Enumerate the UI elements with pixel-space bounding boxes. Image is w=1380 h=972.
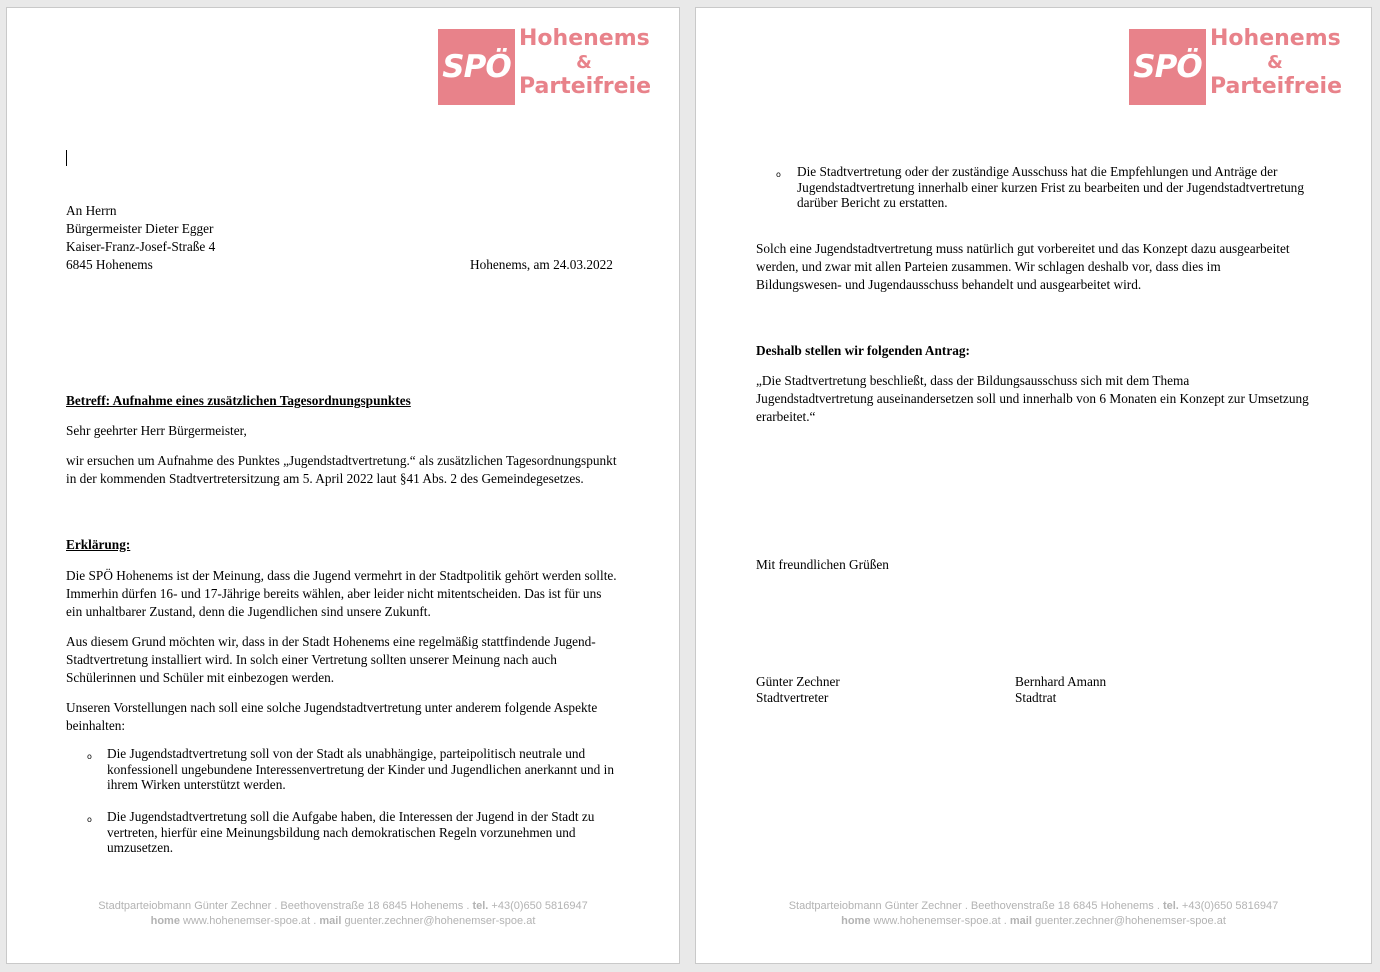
paragraph-line[interactable]: Aus diesem Grund möchten wir, dass in der Stadt Hohenems eine regelmäßig stattfindende Jugend- [66,634,596,649]
footer-mail-value: guenter.zechner@hohenemser-spoe.at [344,915,536,927]
spo-logo-box [1129,29,1206,105]
footer-home-value: www.hohenemser-spoe.at . [873,915,1007,927]
explanation-heading[interactable]: Erklärung: [66,537,131,552]
address-line[interactable]: An Herrn [66,203,117,218]
recipient-address[interactable] [66,202,215,274]
paragraph-line[interactable]: Bildungswesen- und Jugendausschuss behandelt und ausgearbeitet wird. [756,277,1142,292]
text-cursor [66,150,67,166]
paragraph-line[interactable]: beinhalten: [66,718,126,733]
logo-line1: Hohenems [519,26,650,51]
paragraph-line[interactable]: Immerhin dürfen 16- und 17-Jährige bereits wählen, aber leider nicht mitentscheiden. Das ist für uns [66,586,602,601]
bullet-circle-icon: o [87,752,92,761]
footer-line-1 [696,899,1371,914]
footer-home-label: home [841,915,871,927]
address-line[interactable]: Bürgermeister Dieter Egger [66,221,214,236]
logo-line2: & [576,52,592,73]
footer-mail-label: mail [319,915,342,927]
signature-block-2[interactable] [1015,674,1106,705]
footer-tel-label: tel. [1162,900,1179,912]
bullet-line[interactable]: vertreten, hierfür eine Meinungsbildung nach demokratischen Regeln vorzunehmen und [107,824,576,840]
bullet-line[interactable]: darüber Bericht zu erstatten. [797,195,948,210]
logo-text [519,26,652,100]
footer-address: Stadtparteiobmann Günter Zechner . Beethovenstraße 18 6845 Hohenems . [98,900,470,912]
signer-name[interactable]: Günter Zechner [756,674,840,689]
subject-line[interactable]: Betreff: Aufnahme eines zusätzlichen Tagesordnungspunktes [66,393,411,408]
logo-line3: Parteifreie [1210,74,1343,99]
paragraph-4[interactable] [756,240,1290,294]
paragraph-line[interactable]: Unseren Vorstellungen nach soll eine solche Jugendstadtvertretung unter anderem folgende Aspekte [66,700,598,715]
paragraph-line[interactable]: Stadtvertretung installiert wird. In solch einer Vertretung sollten unserer Meinung nach auch [66,652,557,667]
paragraph-line[interactable]: in der kommenden Stadtvertretersitzung am 5. April 2022 laut §41 Abs. 2 des Gemeindegesetzes. [66,471,584,486]
closing-greeting[interactable]: Mit freundlichen Grüßen [756,557,889,572]
logo-line1: Hohenems [1210,26,1341,51]
footer-tel-label: tel. [472,900,489,912]
footer-line-2 [696,914,1371,929]
footer-line-1 [7,899,679,914]
footer-tel-value: +43(0)650 5816947 [491,900,588,912]
paragraph-line[interactable]: Schülerinnen und Schüler mit einbezogen werden. [66,670,335,685]
document-page-1 [6,7,680,964]
paragraph-line[interactable]: Die SPÖ Hohenems ist der Meinung, dass die Jugend vermehrt in der Stadtpolitik gehört werden sollte. [66,568,617,583]
logo-abbr: SPÖ [1133,49,1202,85]
bullet-line[interactable]: Die Jugendstadtvertretung soll von der Stadt als unabhängige, parteipolitisch neutrale und [107,746,586,761]
paragraph-line[interactable]: Jugendstadtvertretung auseinandersetzen soll und innerhalb von 6 Monaten ein Konzept zur Umsetzung [756,391,1309,406]
paragraph-3[interactable] [66,699,597,735]
bullet-item-3[interactable] [797,164,1304,211]
paragraph-line[interactable]: Solch eine Jugendstadtvertretung muss natürlich gut vorbereitet und das Konzept dazu ausgearbeitet [756,241,1290,256]
intro-paragraph[interactable] [66,452,617,488]
logo-abbr: SPÖ [442,49,511,85]
paragraph-1[interactable] [66,567,617,621]
footer-home-label: home [150,915,180,927]
bullet-line[interactable]: Die Stadtvertretung oder der zuständige Ausschuss hat die Empfehlungen und Anträge der [797,164,1278,179]
bullet-line[interactable]: Die Jugendstadtvertretung soll die Aufgabe haben, die Interessen der Jugend in der Stadt zu [107,809,595,824]
footer-tel-value: +43(0)650 5816947 [1181,900,1279,912]
logo-line3: Parteifreie [519,74,652,99]
paragraph-line[interactable]: werden, und zwar mit allen Parteien zusammen. Wir schlagen deshalb vor, dass dies im [756,259,1221,274]
bullet-line[interactable]: konfessionell ungebundene Interessenvertretung der Kinder und Jugendlichen anerkannt und in [107,761,614,777]
bullet-circle-icon: o [776,170,781,179]
page-footer [696,899,1371,929]
bullet-line[interactable]: Jugendstadtvertretung innerhalb einer kurzen Frist zu bearbeiten und der Jugendstadtvertretung [797,179,1304,195]
signature-block-1[interactable] [756,674,840,705]
salutation[interactable]: Sehr geehrter Herr Bürgermeister, [66,423,247,438]
footer-address: Stadtparteiobmann Günter Zechner . Beethovenstraße 18 6845 Hohenems . [788,900,1160,912]
paragraph-2[interactable] [66,633,596,687]
page-footer [7,899,679,929]
paragraph-line[interactable]: wir ersuchen um Aufnahme des Punktes „Jugendstadtvertretung.“ als zusätzlichen Tagesordnungspunkt [66,453,617,468]
signer-title[interactable]: Stadtrat [1015,689,1057,705]
bullet-item-1[interactable] [107,746,614,793]
motion-text[interactable] [756,372,1309,426]
bullet-line[interactable]: ihrem Wirken unterstützt werden. [107,777,286,792]
footer-mail-value: guenter.zechner@hohenemser-spoe.at [1034,915,1226,927]
address-line[interactable]: Kaiser-Franz-Josef-Straße 4 [66,239,216,254]
signer-name[interactable]: Bernhard Amann [1015,674,1107,689]
bullet-line[interactable]: umzusetzen. [107,840,174,855]
paragraph-line[interactable]: „Die Stadtvertretung beschließt, dass der Bildungsausschuss sich mit dem Thema [756,373,1190,388]
footer-mail-label: mail [1009,915,1032,927]
signer-title[interactable]: Stadtvertreter [756,689,829,705]
bullet-item-2[interactable] [107,809,594,856]
document-page-2 [695,7,1372,964]
address-line[interactable]: 6845 Hohenems [66,257,153,272]
footer-home-value: www.hohenemser-spoe.at . [183,915,317,927]
footer-line-2 [7,914,679,929]
logo-line2: & [1267,52,1283,73]
bullet-circle-icon: o [87,815,92,824]
logo-text [1210,26,1343,100]
motion-heading[interactable]: Deshalb stellen wir folgenden Antrag: [756,343,970,358]
paragraph-line[interactable]: ein unhaltbarer Zustand, denn die Jugendlichen sind unsere Zukunft. [66,604,431,619]
letter-date[interactable]: Hohenems, am 24.03.2022 [470,257,613,272]
spo-logo-box [438,29,515,105]
paragraph-line[interactable]: erarbeitet.“ [756,409,816,424]
